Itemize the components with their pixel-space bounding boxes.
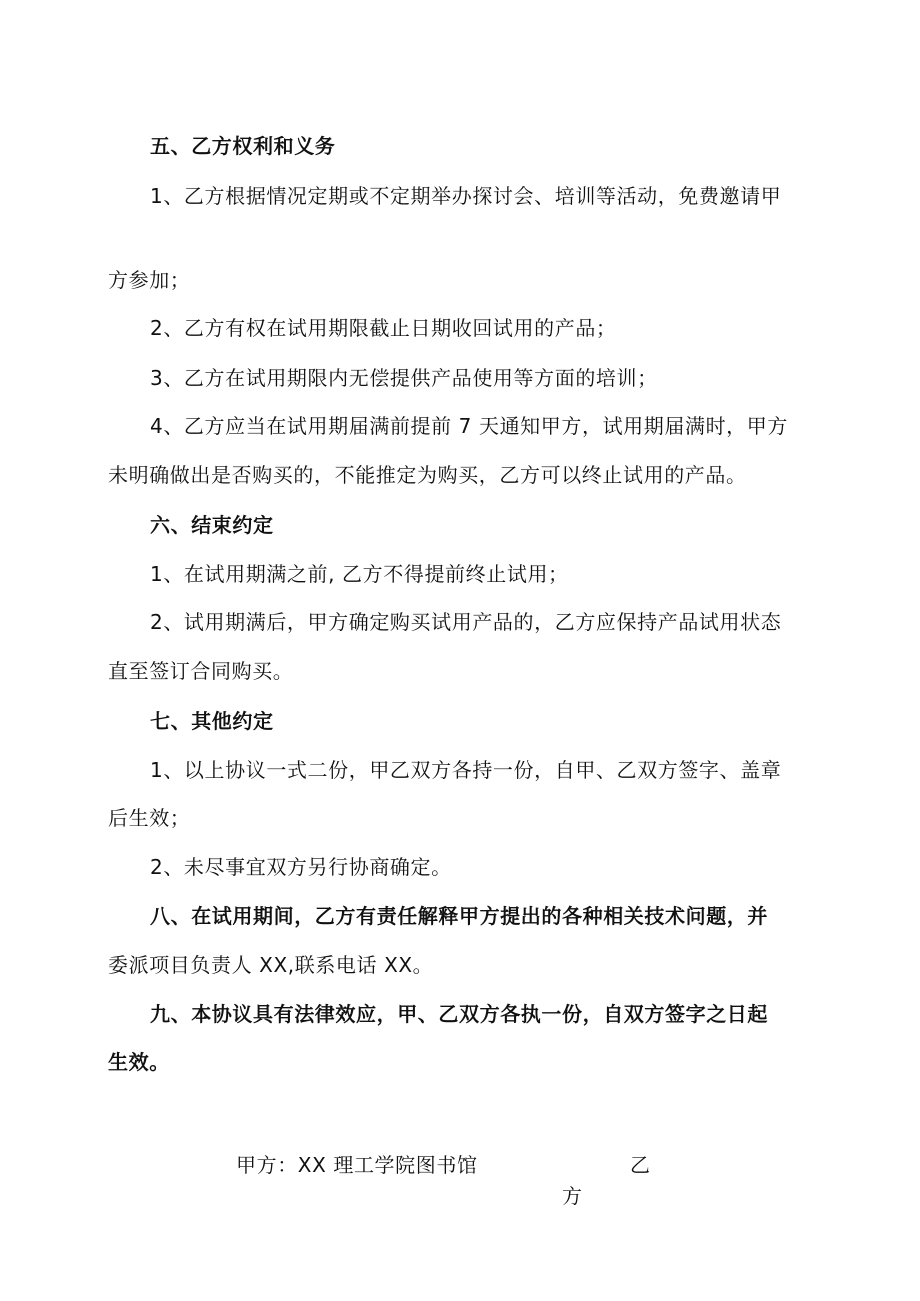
section-8-line-1: 八、在试用期间，乙方有责任解释甲方提出的各种相关技术问题，并: [150, 904, 768, 928]
section-7-item-2: 2、未尽事宜双方另行协商确定。: [150, 855, 452, 879]
section-5-item-1-line-2: 方参加；: [108, 268, 191, 292]
section-6-title: 六、结束约定: [150, 513, 274, 537]
section-9-line-1: 九、本协议具有法律效应，甲、乙双方各执一份，自双方签字之日起: [150, 1002, 768, 1026]
section-5-title: 五、乙方权利和义务: [150, 134, 336, 158]
section-7-item-1-line-1: 1、以上协议一式二份，甲乙双方各持一份，自甲、乙双方签字、盖章: [150, 758, 782, 782]
section-6-item-2-line-1: 2、试用期满后，甲方确定购买试用产品的，乙方应保持产品试用状态: [150, 610, 782, 634]
section-5-item-3: 3、乙方在试用期限内无偿提供产品使用等方面的培训；: [150, 366, 658, 390]
section-7-title: 七、其他约定: [150, 709, 274, 733]
section-7-item-1-line-2: 后生效；: [108, 806, 191, 830]
party-b-signature-cut: 方: [562, 1184, 583, 1208]
section-5-item-2: 2、乙方有权在试用期限截止日期收回试用的产品；: [150, 316, 617, 340]
section-5-item-1-line-1: 1、乙方根据情况定期或不定期举办探讨会、培训等活动，免费邀请甲: [150, 184, 782, 208]
section-5-item-4-line-1: 4、乙方应当在试用期届满前提前 7 天通知甲方，试用期届满时，甲方: [150, 414, 788, 438]
party-a-signature: 甲方：XX 理工学院图书馆: [236, 1153, 478, 1177]
section-6-item-1: 1、在试用期满之前, 乙方不得提前终止试用；: [150, 562, 569, 586]
party-b-signature-label: 乙: [630, 1153, 651, 1177]
section-5-item-4-line-2: 未明确做出是否购买的，不能推定为购买，乙方可以终止试用的产品。: [108, 463, 747, 487]
section-8-line-2: 委派项目负责人 XX,联系电话 XX。: [108, 953, 434, 977]
section-9-line-2: 生效。: [108, 1050, 170, 1074]
section-6-item-2-line-2: 直至签订合同购买。: [108, 659, 294, 683]
